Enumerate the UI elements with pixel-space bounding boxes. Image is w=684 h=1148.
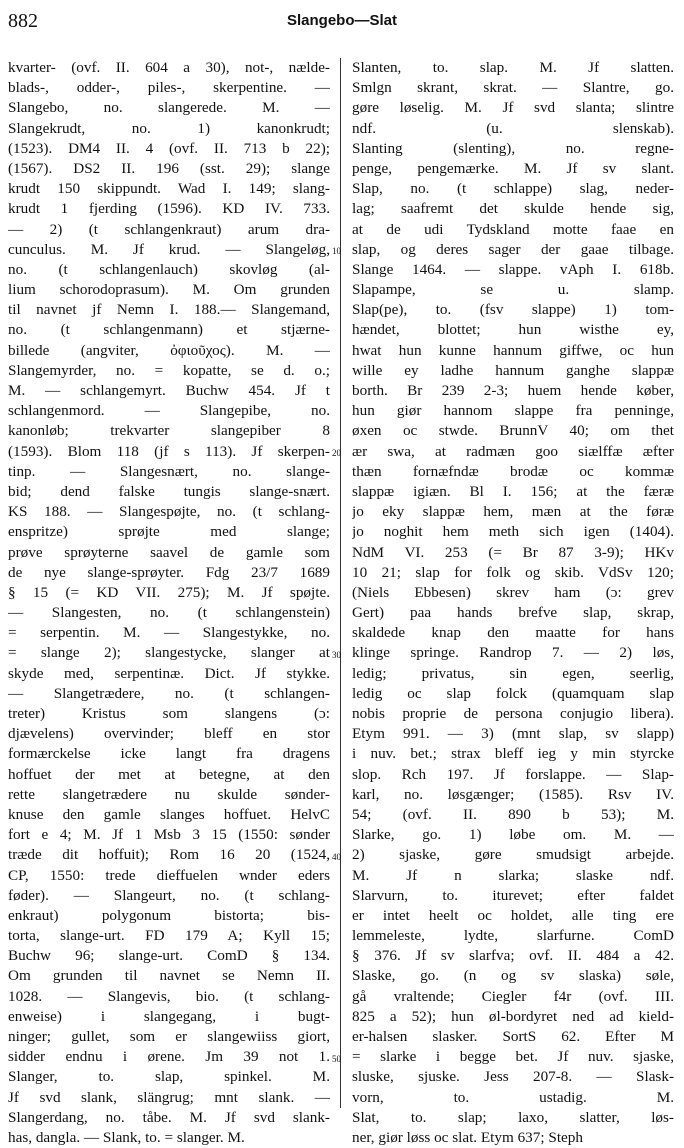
text-line: KS 188. — Slangespøjte, no. (t schlang- xyxy=(8,503,330,521)
page-header xyxy=(0,10,684,36)
text-line: klinge springe. Randrop 7. — 2) løs, xyxy=(352,644,674,662)
text-line: § 376. Jf sv slarfva; ovf. II. 484 a 42. xyxy=(352,947,674,965)
text-line: djævelens) overvinder; bleff en stor xyxy=(8,725,330,743)
text-line: kvarter- (ovf. II. 604 a 30), not-, nælde- xyxy=(8,59,330,76)
text-line: cunculus. M. Jf krud. — Slangeløg, xyxy=(8,240,330,258)
text-line: thæn fornæfndæ brodæ oc kommæ xyxy=(352,462,674,480)
running-head: Slangebo—Slat xyxy=(286,12,398,29)
text-line: Gert) paa hands brefve slap, skrap, xyxy=(352,604,674,622)
text-line: at de udi Tydskland motte faae en xyxy=(352,220,674,238)
text-line: ledig; privatus, sin egen, seerlig, xyxy=(352,664,674,682)
text-line: enweise) i slangegang, i bugt- xyxy=(8,1007,330,1025)
text-line: 2) sjaske, gøre smudsigt arbejde. xyxy=(352,846,674,864)
text-line: 54; (ovf. II. 890 b 53); M. xyxy=(352,805,674,823)
text-line: (1593). Blom 118 (jf s 113). Jf skerpen- xyxy=(8,442,330,460)
text-line: træde dit hoffuit); Rom 16 20 (1524, xyxy=(8,846,330,864)
text-line: M. — schlangemyrt. Buchw 454. Jf t xyxy=(8,382,330,399)
text-line: hwat hun kunne hannum giffwe, oc hun xyxy=(352,341,674,359)
text-line: enkraut) polygonum bistorta; bis- xyxy=(8,906,330,924)
text-line: NdM VI. 253 (= Br 87 3-9); HKv xyxy=(352,543,674,561)
text-line: slap, og deres sager der gaae tilbage. xyxy=(352,240,674,258)
text-line: krudt 150 skippundt. Wad I. 149; slang- xyxy=(8,180,330,198)
text-line: Smlgn skrant, skrat. — Slantre, go. xyxy=(352,79,674,97)
text-line: de nye slange-sprøyter. Fdg 23/7 1689 xyxy=(8,563,330,581)
left-column xyxy=(8,58,330,1148)
text-line: bid; dend falske tungis slange-snært. xyxy=(8,482,330,500)
text-line: til navnet jf Nemn I. 188.— Slangemand, xyxy=(8,301,330,319)
text-line: jo noghit hem meth sich igen (1404). xyxy=(352,523,674,541)
text-line: — Slangesten, no. (t schlangenstein) xyxy=(8,604,330,622)
text-line: rette slangetrædere nu skulde sønder- xyxy=(8,785,330,803)
text-line: (Niels Ebbesen) skrev ham (ɔ: grev xyxy=(352,583,674,601)
text-line: (1567). DS2 II. 196 (sst. 29); slange xyxy=(8,159,330,177)
text-line: Slarvurn, to. iturevet; efter faldet xyxy=(352,886,674,904)
text-line: no. (t schlangenlauch) skovløg (al- xyxy=(8,260,330,278)
text-line: ndf. (u. slenskab). xyxy=(352,119,674,137)
text-line: § 15 (= KD VII. 275); M. Jf spøjte. xyxy=(8,583,330,601)
line-number: 20 xyxy=(332,447,341,458)
text-line: jo eky slappæ hem, mæn at the føræ xyxy=(352,503,674,521)
text-line: ær swa, at radmæn goo siælffæ æfter xyxy=(352,442,674,460)
text-line: no. (t schlangenmann) et stjærne- xyxy=(8,321,330,339)
text-line: Slanten, to. slap. M. Jf slatten. xyxy=(352,59,674,76)
line-number: 50 xyxy=(332,1053,341,1064)
text-line: Slangemyrder, no. = kopatte, se d. o.; xyxy=(8,361,330,379)
text-line: — 2) (t schlangenkraut) arum dra- xyxy=(8,220,330,238)
text-line: Slangerdang, no. tåbe. M. Jf svd slank- xyxy=(8,1108,330,1126)
text-line: nobis proprie de persona conjugio libera). xyxy=(352,705,674,722)
page-number: 882 xyxy=(8,10,38,32)
text-line: = slarke i begge bet. Jf nuv. sjaske, xyxy=(352,1048,674,1066)
text-line: ninger; gullet, som er slangewiiss giort, xyxy=(8,1028,330,1045)
text-line: prøve sprøyterne saavel de gamle som xyxy=(8,543,330,561)
text-line: karl, no. løsgænger; (1585). Rsv IV. xyxy=(352,785,674,803)
text-line: Slanger, to. slap, spinkel. M. xyxy=(8,1068,330,1086)
text-line: ledig oc slap folck (quamquam slap xyxy=(352,684,674,702)
text-line: lemmeleste, lydte, slarfurne. ComD xyxy=(352,927,674,945)
text-line: schlangenmord. — Slangepibe, no. xyxy=(8,402,330,420)
text-line: vorn, to. ustadig. M. xyxy=(352,1088,674,1106)
text-line: sidder endnu i ørene. Jm 39 not 1. xyxy=(8,1048,330,1066)
text-line: 1028. — Slangevis, bio. (t schlang- xyxy=(8,987,330,1005)
text-line: knuse den gamle slanges hoffuet. HelvC xyxy=(8,805,330,823)
text-line: Slanting (slenting), no. regne- xyxy=(352,139,674,157)
text-line: er intet heelt oc holdet, alle ting ere xyxy=(352,906,674,924)
text-line: gå vraltende; Ciegler f4r (ovf. III. xyxy=(352,987,674,1005)
text-line: føder). — Slangeurt, no. (t schlang- xyxy=(8,886,330,904)
text-line: øxen oc stwde. BrunnV 40; om thet xyxy=(352,422,674,440)
text-line: Slap(pe), to. (fsv slappe) 1) tom- xyxy=(352,301,674,319)
text-line: billede (angviter, ὀφιοῦχος). M. — xyxy=(8,341,330,359)
text-line: treter) Kristus som slangens (ɔ: xyxy=(8,705,330,722)
text-line: Slapampe, se u. slamp. xyxy=(352,281,674,299)
text-line: wille ey ladhe hannum ganghe slappæ xyxy=(352,361,674,379)
text-line: = serpentin. M. — Slangestykke, no. xyxy=(8,624,330,642)
text-line: Slarke, go. 1) løbe om. M. — xyxy=(352,826,674,844)
text-line: Slap, no. (t schlappe) slag, neder- xyxy=(352,180,674,198)
text-line: slop. Rch 197. Jf forslappe. — Slap- xyxy=(352,765,674,783)
text-line: (1523). DM4 II. 4 (ovf. II. 713 b 22); xyxy=(8,139,330,157)
text-line: kanonløb; trekvarter slangepiber 8 xyxy=(8,422,330,440)
text-line: Jf svd slank, slängrug; mnt slank. — xyxy=(8,1088,330,1106)
line-number: 40 xyxy=(332,851,341,862)
text-line: enspritze) sprøjte med slange; xyxy=(8,523,330,541)
text-line: borth. Br 239 2-3; huem hende køber, xyxy=(352,382,674,399)
text-line: Etym 991. — 3) (mnt slap, sv slapp) xyxy=(352,725,674,743)
text-line: lag; saafremt det skulde hende sig, xyxy=(352,200,674,218)
text-line: torta, slange-urt. FD 179 A; Kyll 15; xyxy=(8,927,330,945)
column-divider xyxy=(340,58,341,1108)
line-number: 30 xyxy=(332,649,341,660)
text-line: CP, 1550: trede dieffuelen wnder eders xyxy=(8,866,330,884)
text-line: krudt 1 fjerding (1596). KD IV. 733. xyxy=(8,200,330,218)
text-line: sluske, sjuske. Jess 207-8. — Slask- xyxy=(352,1068,674,1086)
text-line: hun giør hannom slappe fra penninge, xyxy=(352,402,674,420)
text-line: lium schorodoprasum). M. Om grunden xyxy=(8,281,330,299)
text-line: Om grunden til navnet se Nemn II. xyxy=(8,967,330,985)
text-line: fort e 4; M. Jf 1 Msb 3 15 (1550: sønder xyxy=(8,826,330,844)
text-line: skyde med, serpentinæ. Dict. Jf stykke. xyxy=(8,664,330,682)
text-line: hoffuet der met at betegne, at den xyxy=(8,765,330,783)
text-line: gøre løselig. M. Jf svd slanta; slintre xyxy=(352,99,674,117)
text-line: has, dangla. — Slank, to. = slanger. M. xyxy=(8,1128,245,1146)
text-line: tinp. — Slangesnært, no. slange- xyxy=(8,462,330,480)
text-line: slappæ igiæn. Bl I. 156; at the færæ xyxy=(352,482,674,500)
text-line: Slat, to. slap; laxo, slatter, løs- xyxy=(352,1108,674,1126)
line-number: 10 xyxy=(332,245,341,256)
text-line: Slangebo, no. slangerede. M. — xyxy=(8,99,330,117)
text-line: — Slangetrædere, no. (t schlangen- xyxy=(8,684,330,702)
text-line: Slangekrudt, no. 1) kanonkrudt; xyxy=(8,119,330,137)
text-line: formærckelse icke langt fra dragens xyxy=(8,745,330,763)
text-line: blads-, odder-, piles-, skerpentine. — xyxy=(8,79,330,97)
text-line: i nuv. bet.; strax bleff ieg y min styrcke xyxy=(352,745,674,763)
text-line: skaldede knap den maatte for hans xyxy=(352,624,674,642)
text-line: er-halsen slasker. SortS 62. Efter M xyxy=(352,1028,674,1045)
text-line: 10 21; slap for folk og skib. VdSv 120; xyxy=(352,563,674,581)
text-line: Buchw 96; slange-urt. ComD § 134. xyxy=(8,947,330,965)
text-line: penge, pengemærke. M. Jf sv slant. xyxy=(352,159,674,177)
text-line: M. Jf n slarka; slaske ndf. xyxy=(352,866,674,884)
text-line: Slaske, go. (n og sv slaska) søle, xyxy=(352,967,674,985)
text-line: 825 a 52); hun øl-bordyret ned ad kield- xyxy=(352,1007,674,1025)
text-line: hændet, blottet; hun wisthe ey, xyxy=(352,321,674,339)
text-line: ner, giør løss oc slat. Etym 637; Steph xyxy=(352,1128,583,1146)
right-column xyxy=(352,58,674,1148)
text-line: Slange 1464. — slappe. vAph I. 618b. xyxy=(352,260,674,278)
text-line: = slange 2); slangestycke, slanger at xyxy=(8,644,330,662)
